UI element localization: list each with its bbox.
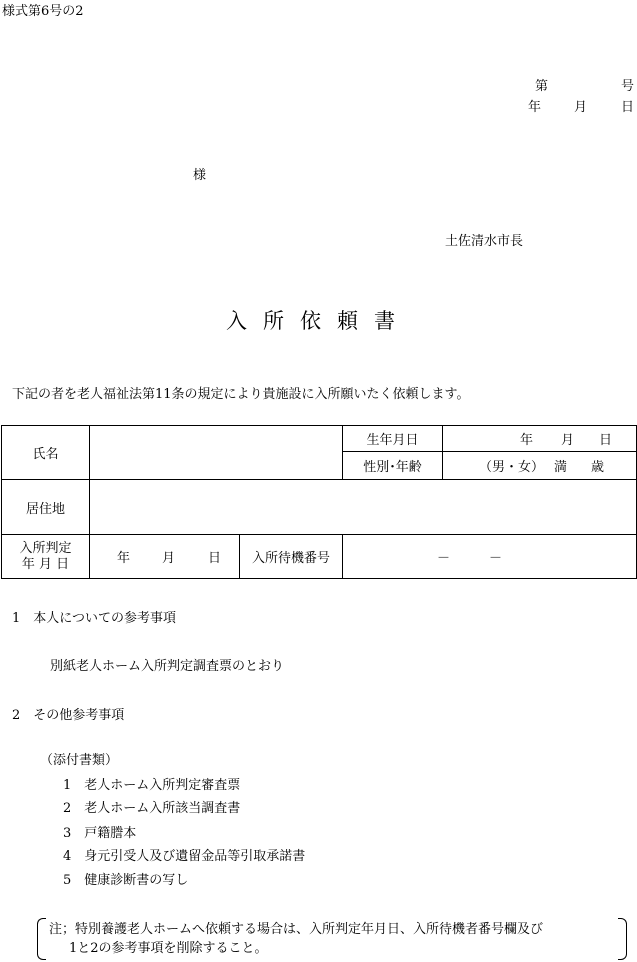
intro-text: 下記の者を老人福祉法第11条の規定により貴施設に入所願いたく依頼します。 [12, 387, 470, 402]
section2-heading: 2 その他参考事項 [12, 708, 125, 723]
name-field[interactable] [90, 426, 343, 480]
sex-options: （男・女） [479, 459, 545, 475]
sex-age-label: 性別･年齢 [343, 452, 443, 480]
address-field[interactable] [90, 480, 637, 535]
judgment-date-field[interactable] [90, 535, 240, 579]
attachment-item: 5 健康診断書の写し [63, 873, 189, 888]
note-line2: 1と2の参考事項を削除すること。 [69, 941, 268, 956]
note-bracket-left [37, 918, 46, 960]
attachment-item: 4 身元引受人及び遺留金品等引取承諾書 [63, 849, 306, 864]
birth-label: 生年月日 [343, 426, 443, 452]
note-text [49, 920, 543, 958]
judgment-date-label [2, 535, 90, 579]
birth-month: 月 [561, 432, 575, 448]
issuer: 土佐清水市長 [445, 234, 524, 249]
judgment-year: 年 [117, 550, 131, 566]
address-label: 居住地 [2, 480, 90, 535]
age-prefix: 満 [554, 459, 568, 475]
attachment-item: 3 戸籍謄本 [63, 826, 137, 841]
issue-date [528, 96, 634, 114]
page-title: 入所依頼書 [226, 309, 411, 333]
judgment-label-line2: 年 月 日 [21, 556, 70, 572]
attachment-item: 2 老人ホーム入所該当調査書 [63, 801, 241, 816]
date-year: 年 [528, 100, 542, 115]
section1-heading: 1 本人についての参考事項 [12, 611, 177, 626]
date-month: 月 [574, 100, 588, 115]
attachments-heading: （添付書類） [40, 753, 119, 768]
birth-year: 年 [520, 432, 534, 448]
document-number [535, 75, 635, 93]
attachment-item: 1 老人ホーム入所判定審査票 [63, 778, 241, 793]
age-suffix: 歳 [591, 459, 605, 475]
judgment-day: 日 [208, 550, 222, 566]
applicant-table [1, 425, 637, 579]
note-box [37, 918, 627, 960]
birth-day: 日 [599, 432, 613, 448]
note-bracket-right [618, 918, 627, 960]
doc-number-prefix: 第 [535, 79, 549, 94]
birth-field[interactable] [443, 426, 637, 452]
waiting-number-field[interactable]: － － [343, 535, 637, 579]
sex-age-field[interactable] [443, 452, 637, 480]
form-number: 様式第6号の2 [2, 4, 84, 19]
waiting-number-label: 入所待機番号 [240, 535, 343, 579]
date-day: 日 [621, 100, 635, 115]
section1-body: 別紙老人ホーム入所判定調査票のとおり [50, 659, 285, 674]
judgment-month: 月 [162, 550, 176, 566]
judgment-label-line1: 入所判定 [19, 540, 72, 556]
name-label: 氏名 [2, 426, 90, 480]
doc-number-suffix: 号 [621, 79, 635, 94]
note-line1: 注；特別養護老人ホームへ依頼する場合は、入所判定年月日、入所待機者番号欄及び [49, 922, 544, 937]
addressee-suffix: 様 [193, 168, 207, 183]
